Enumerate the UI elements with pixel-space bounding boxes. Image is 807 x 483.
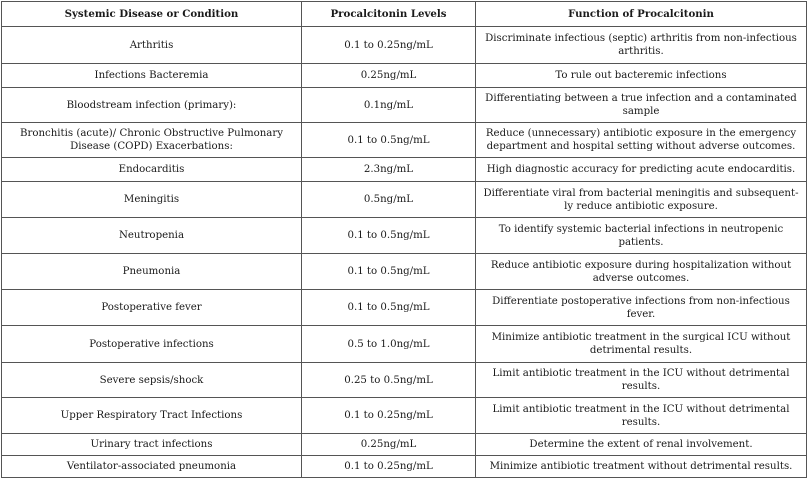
procalcitonin-table [1,1,807,478]
condition-cell: Neutropenia [2,218,302,254]
condition-cell: Pneumonia [2,254,302,290]
header-levels: Procalcitonin Levels [302,2,476,27]
level-cell: 0.1 to 0.5ng/mL [302,123,476,158]
condition-cell: Bronchitis (acute)/ Chronic Obstructive Pulmonary Disease (COPD) Exacerbations: [2,123,302,158]
level-cell: 0.1 to 0.25ng/mL [302,456,476,478]
level-cell: 0.1 to 0.5ng/mL [302,290,476,326]
level-cell: 2.3ng/mL [302,158,476,182]
condition-cell: Infections Bacteremia [2,64,302,88]
table-row [2,123,807,158]
condition-cell: Severe sepsis/shock [2,363,302,398]
function-cell: Minimize antibiotic treatment without detrimental results. [476,456,807,478]
level-cell: 0.25ng/mL [302,434,476,456]
header-row [2,2,807,27]
table-row [2,398,807,434]
level-cell: 0.5ng/mL [302,182,476,218]
function-cell: Discriminate infectious (septic) arthritis from non-infectious arthritis. [476,27,807,64]
level-cell: 0.1 to 0.5ng/mL [302,254,476,290]
page [0,1,807,483]
table-row [2,182,807,218]
table-row [2,158,807,182]
condition-cell: Bloodstream infection (primary): [2,88,302,123]
table-row [2,363,807,398]
condition-cell: Urinary tract infections [2,434,302,456]
condition-cell: Endocarditis [2,158,302,182]
header-condition: Systemic Disease or Condition [2,2,302,27]
table-row [2,27,807,64]
table-body [2,27,807,478]
table-row [2,88,807,123]
table-row [2,254,807,290]
function-cell: Reduce antibiotic exposure during hospitalization without adverse outcomes. [476,254,807,290]
function-cell: Limit antibiotic treatment in the ICU without detrimental results. [476,398,807,434]
function-cell: To rule out bacteremic infections [476,64,807,88]
condition-cell: Postoperative infections [2,326,302,363]
table-row [2,326,807,363]
function-cell: Limit antibiotic treatment in the ICU without detrimental results. [476,363,807,398]
function-cell: Determine the extent of renal involvement. [476,434,807,456]
level-cell: 0.1ng/mL [302,88,476,123]
function-cell: Differentiating between a true infection and a contaminated sample [476,88,807,123]
function-cell: Differentiate postoperative infections from non-infectious fever. [476,290,807,326]
condition-cell: Arthritis [2,27,302,64]
level-cell: 0.1 to 0.25ng/mL [302,27,476,64]
level-cell: 0.5 to 1.0ng/mL [302,326,476,363]
table-row [2,64,807,88]
function-cell: High diagnostic accuracy for predicting acute endocarditis. [476,158,807,182]
table-header [2,2,807,27]
table-row [2,290,807,326]
level-cell: 0.1 to 0.25ng/mL [302,398,476,434]
function-cell: Reduce (unnecessary) antibiotic exposure in the emergency department and hospital setting without adverse outcomes. [476,123,807,158]
level-cell: 0.25ng/mL [302,64,476,88]
condition-cell: Ventilator-associated pneumonia [2,456,302,478]
function-cell: To identify systemic bacterial infections in neutropenic patients. [476,218,807,254]
level-cell: 0.1 to 0.5ng/mL [302,218,476,254]
level-cell: 0.25 to 0.5ng/mL [302,363,476,398]
table-row [2,218,807,254]
condition-cell: Postoperative fever [2,290,302,326]
condition-cell: Meningitis [2,182,302,218]
function-cell: Differentiate viral from bacterial meningitis and subsequent-ly reduce antibiotic exposure. [476,182,807,218]
condition-cell: Upper Respiratory Tract Infections [2,398,302,434]
table-row [2,434,807,456]
table-row [2,456,807,478]
header-function: Function of Procalcitonin [476,2,807,27]
function-cell: Minimize antibiotic treatment in the surgical ICU without detrimental results. [476,326,807,363]
